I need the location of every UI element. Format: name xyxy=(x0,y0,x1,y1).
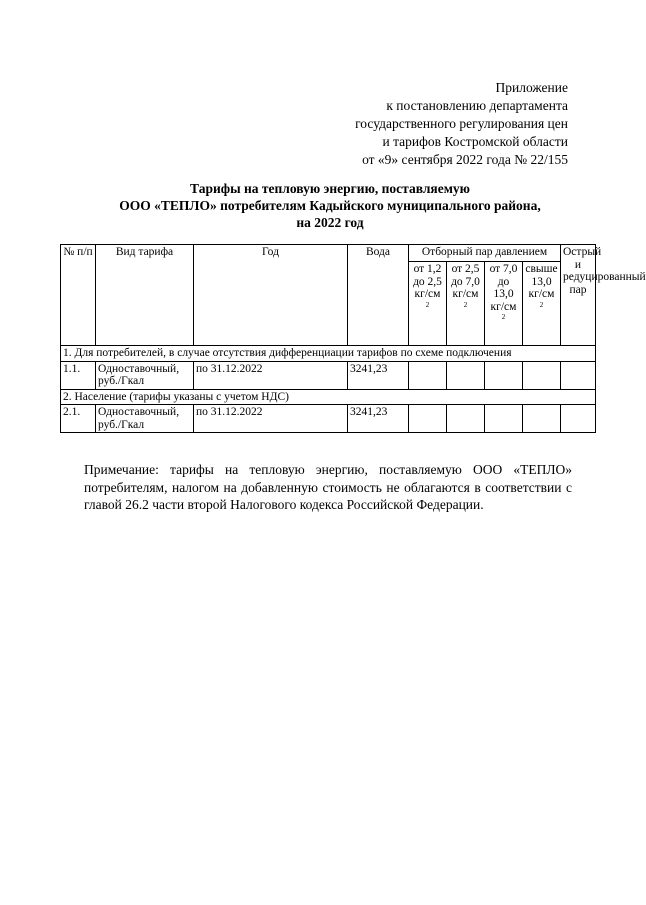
header-pressure-2-text: от 2,5 до 7,0 кг/см xyxy=(451,263,480,300)
title-line-2: ООО «ТЕПЛО» потребителям Кадыйского муниципального района, xyxy=(119,198,541,213)
row-1-sharp xyxy=(561,361,596,389)
section-2-label: 2. Население (тарифы указаны с учетом НДС) xyxy=(61,389,596,405)
section-1-label: 1. Для потребителей, в случае отсутствия дифференциации тарифов по схеме подключения xyxy=(61,346,596,362)
header-steam: Отборный пар давлением xyxy=(409,245,561,262)
row-2-p2 xyxy=(447,405,485,433)
row-1-p4 xyxy=(523,361,561,389)
title-line-1: Тарифы на тепловую энергию, поставляемую xyxy=(190,181,470,196)
table-header-row xyxy=(61,245,596,262)
header-pressure-2-exp: 2 xyxy=(463,300,468,309)
header-num: № п/п xyxy=(61,245,96,346)
header-tariff-type: Вид тарифа xyxy=(96,245,194,346)
header-water: Вода xyxy=(348,245,409,346)
header-pressure-3 xyxy=(485,262,523,346)
table-row xyxy=(61,361,596,389)
header-sharp-steam: Острый и редуцированный пар xyxy=(561,245,596,346)
header-pressure-2 xyxy=(447,262,485,346)
appendix-header xyxy=(355,79,568,169)
row-2-water: 3241,23 xyxy=(348,405,409,433)
header-pressure-4-text: свыше 13,0 кг/см xyxy=(525,263,558,300)
row-1-p3 xyxy=(485,361,523,389)
row-1-num: 1.1. xyxy=(61,361,96,389)
header-pressure-1-text: от 1,2 до 2,5 кг/см xyxy=(413,263,442,300)
row-2-p1 xyxy=(409,405,447,433)
header-pressure-4 xyxy=(523,262,561,346)
row-2-year: по 31.12.2022 xyxy=(194,405,348,433)
row-2-sharp xyxy=(561,405,596,433)
appendix-region-line: и тарифов Костромской области xyxy=(382,134,568,149)
section-row xyxy=(61,389,596,405)
appendix-date-line: от «9» сентября 2022 года № 22/155 xyxy=(362,152,568,167)
row-2-num: 2.1. xyxy=(61,405,96,433)
appendix-department-line: государственного регулирования цен xyxy=(355,116,568,131)
section-row xyxy=(61,346,596,362)
header-pressure-4-exp: 2 xyxy=(539,300,544,309)
note-paragraph: Примечание: тарифы на тепловую энергию, поставляемую ООО «ТЕПЛО» потребителям, налогом на добавленную стоимость не облагаются в соответствии с главой 26.2 части второй Налогового кодекса Российской Федерации. xyxy=(84,462,572,512)
appendix-label: Приложение xyxy=(495,80,568,95)
row-2-tariff-type: Одноставочный, руб./Гкал xyxy=(96,405,194,433)
row-1-p1 xyxy=(409,361,447,389)
header-pressure-1-exp: 2 xyxy=(425,300,430,309)
row-1-water: 3241,23 xyxy=(348,361,409,389)
header-year: Год xyxy=(194,245,348,346)
appendix-resolution-line: к постановлению департамента xyxy=(386,98,568,113)
document-title xyxy=(60,180,600,231)
row-2-p3 xyxy=(485,405,523,433)
header-pressure-1 xyxy=(409,262,447,346)
header-pressure-3-exp: 2 xyxy=(501,313,506,321)
row-1-year: по 31.12.2022 xyxy=(194,361,348,389)
row-1-p2 xyxy=(447,361,485,389)
table-row xyxy=(61,405,596,433)
title-line-3: на 2022 год xyxy=(296,215,364,230)
header-pressure-3-text: от 7,0 до 13,0 кг/см xyxy=(489,263,518,313)
tariff-table xyxy=(60,244,646,433)
row-1-tariff-type: Одноставочный, руб./Гкал xyxy=(96,361,194,389)
row-2-p4 xyxy=(523,405,561,433)
